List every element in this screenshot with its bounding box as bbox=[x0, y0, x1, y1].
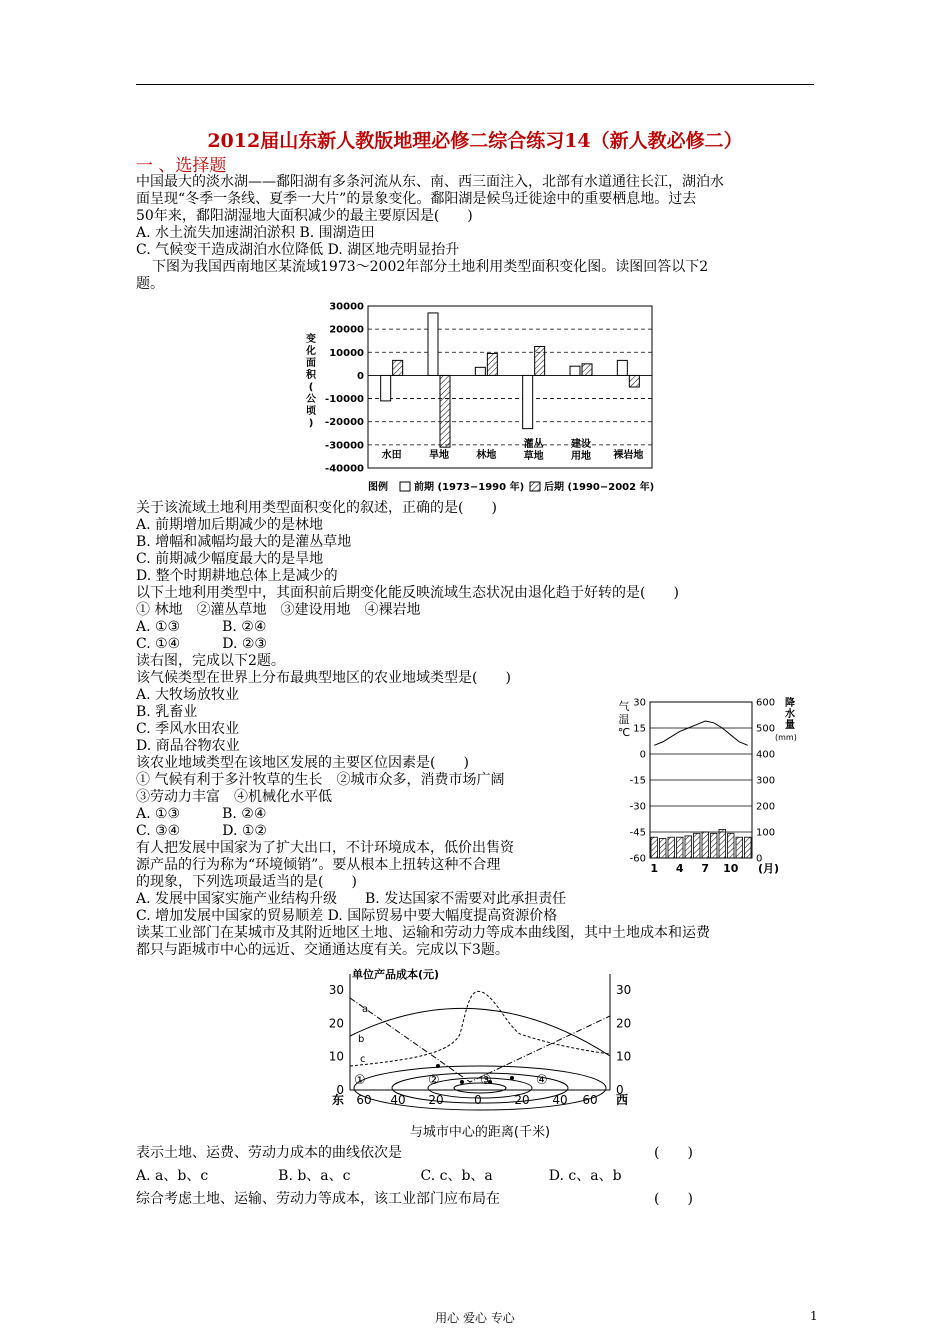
temp-axis-label-char: ℃ bbox=[617, 726, 631, 739]
precip-bar bbox=[660, 839, 667, 859]
precip-bar bbox=[677, 837, 684, 858]
curve-label-b: b bbox=[358, 1034, 365, 1045]
precip-axis-label-char: 降 bbox=[785, 698, 795, 709]
bar-early bbox=[381, 375, 391, 400]
month-tick-label: 7 bbox=[701, 862, 710, 875]
precip-bar bbox=[728, 833, 735, 858]
temp-tick-label: -30 bbox=[629, 801, 646, 813]
x-tick-label: 20 bbox=[428, 1093, 444, 1107]
curve-point bbox=[436, 1064, 440, 1068]
bar-early bbox=[428, 313, 438, 375]
x-left-label: 东 bbox=[331, 1093, 344, 1107]
category-label: 灌丛 bbox=[523, 439, 544, 450]
x-tick-label: 20 bbox=[514, 1093, 530, 1107]
bar-early bbox=[617, 360, 627, 375]
precip-bar bbox=[685, 836, 692, 858]
precip-axis-label-char: 量 bbox=[785, 720, 795, 731]
q2-option: C. ①④ D. ②③ bbox=[136, 636, 267, 652]
y-tick-label-left: 30 bbox=[328, 983, 344, 997]
intro-line: 题。 bbox=[136, 276, 164, 292]
q2-option: B. 增幅和减幅均最大的是灌丛草地 bbox=[136, 534, 352, 550]
q2-line: 关于该流域土地利用类型面积变化的叙述，正确的是( ) bbox=[136, 500, 497, 516]
y-tick-label: 10000 bbox=[329, 347, 364, 359]
bar-late bbox=[487, 353, 497, 375]
y-tick-label: -20000 bbox=[325, 417, 364, 429]
intro-line: 读某工业部门在某城市及其附近地区土地、运输和劳动力等成本曲线图，其中土地成本和运费 bbox=[136, 925, 710, 941]
plot-frame bbox=[368, 306, 652, 468]
y-tick-label: 0 bbox=[357, 370, 364, 382]
q2-option: A. 前期增加后期减少的是林地 bbox=[136, 517, 324, 533]
q1-line: 面呈现“冬季一条线、夏季一大片”的景象变化。鄱阳湖是候鸟迁徙途中的重要栖息地。过去 bbox=[136, 191, 697, 207]
q2-line: 以下土地利用类型中，其面积前后期变化能反映流域生态状况由退化趋于好转的是( ) bbox=[136, 585, 679, 601]
location-label: ② bbox=[428, 1073, 440, 1088]
y-axis-label-char: 化 bbox=[306, 346, 316, 357]
curve-b bbox=[350, 1008, 610, 1056]
bar-early bbox=[523, 375, 533, 428]
y-tick-label-left: 10 bbox=[328, 1049, 344, 1064]
y-axis-label-char: ( bbox=[308, 382, 314, 393]
q3-option: C. 增加发展中国家的贸易顺差 D. 国际贸易中要大幅度提高资源价格 bbox=[136, 908, 558, 924]
legend-swatch-early bbox=[400, 482, 410, 491]
q3-line: 该农业地域类型在该地区发展的主要区位因素是( ) bbox=[136, 755, 469, 771]
page-number: 1 bbox=[810, 1309, 818, 1323]
precip-bar bbox=[702, 832, 709, 858]
curve-point bbox=[510, 1076, 514, 1080]
temp-tick-label: 15 bbox=[633, 723, 646, 735]
month-tick-label: 10 bbox=[723, 862, 739, 875]
q3-option: C. 季风水田农业 bbox=[136, 721, 240, 737]
x-tick-label: 60 bbox=[356, 1093, 372, 1107]
precip-axis-label-char: 水 bbox=[785, 709, 795, 720]
precip-bar bbox=[668, 837, 675, 858]
q1-option: C. 气候变干造成湖泊水位降低 D. 湖区地壳明显抬升 bbox=[136, 242, 460, 258]
x-axis-unit: (月) bbox=[758, 862, 780, 875]
y-axis-label-char: 变 bbox=[306, 334, 316, 345]
cost-curve-chart bbox=[310, 964, 650, 1144]
temp-tick-label: -15 bbox=[629, 775, 646, 787]
precip-bar bbox=[736, 837, 743, 858]
precip-tick-label: 0 bbox=[756, 853, 763, 865]
page-title: 2012届山东新人教版地理必修二综合练习14（新人教必修二） bbox=[207, 130, 743, 152]
q2-option: C. 前期减少幅度最大的是旱地 bbox=[136, 551, 324, 567]
temperature-line bbox=[654, 721, 748, 745]
q2-line: ① 林地 ②灌丛草地 ③建设用地 ④裸岩地 bbox=[136, 602, 421, 618]
y-axis-label-char: 面 bbox=[306, 358, 316, 369]
temp-tick-label: 0 bbox=[639, 749, 646, 761]
precip-tick-label: 100 bbox=[756, 827, 776, 839]
precip-bar bbox=[711, 833, 718, 858]
x-tick-label: 60 bbox=[582, 1093, 598, 1107]
precip-tick-label: 500 bbox=[756, 723, 776, 735]
precip-unit: (mm) bbox=[775, 733, 797, 742]
q3-option: C. ③④ D. ①② bbox=[136, 823, 267, 839]
y-tick-label-left: 0 bbox=[336, 1083, 344, 1097]
q3-option: A. ①③ B. ②④ bbox=[136, 806, 267, 822]
q3-option: A. 发展中国家实施产业结构升级 B. 发达国家不需要对此承担责任 bbox=[136, 891, 567, 907]
month-tick-label: 4 bbox=[675, 862, 684, 875]
q3-line: 的现象，下列选项最适当的是( ) bbox=[136, 874, 357, 890]
y-tick-label-right: 10 bbox=[616, 1049, 632, 1064]
x-tick-label: 40 bbox=[390, 1093, 406, 1107]
y-tick-label-right: 20 bbox=[616, 1016, 632, 1031]
precip-bar bbox=[651, 837, 658, 858]
precip-tick-label: 200 bbox=[756, 801, 776, 813]
y-tick-label: 20000 bbox=[329, 324, 364, 336]
q2-option: D. 整个时期耕地总体上是减少的 bbox=[136, 568, 338, 584]
curve-label-c: c bbox=[360, 1054, 366, 1065]
y-tick-label: -40000 bbox=[325, 463, 364, 475]
q4-option: A. a、b、c B. b、a、c C. c、b、a D. c、a、b bbox=[136, 1168, 622, 1184]
q3-option: B. 乳畜业 bbox=[136, 704, 198, 720]
q4-line: 综合考虑土地、运输、劳动力等成本，该工业部门应布局在 ( ) bbox=[136, 1191, 693, 1207]
q3-option: D. 商品谷物农业 bbox=[136, 738, 240, 754]
category-label: 草地 bbox=[523, 451, 544, 462]
temp-axis-label-char: 温 bbox=[618, 713, 630, 726]
y-tick-label-right: 0 bbox=[616, 1083, 624, 1097]
x-axis-label: 与城市中心的距离(千米) bbox=[409, 1125, 551, 1140]
curve-point bbox=[460, 1080, 464, 1084]
q2-option: A. ①③ B. ②④ bbox=[136, 619, 267, 635]
y-tick-label: 30000 bbox=[329, 301, 364, 313]
curve-a bbox=[350, 998, 610, 1082]
legend-title: 图例 bbox=[368, 482, 388, 493]
precip-tick-label: 300 bbox=[756, 775, 776, 787]
section-heading: 一 、选择题 bbox=[136, 156, 227, 176]
q3-line: 源产品的行为称为“环境倾销”。要从根本上扭转这种不合理 bbox=[136, 857, 501, 873]
precip-bar bbox=[694, 833, 701, 858]
legend-swatch-late bbox=[530, 482, 540, 491]
location-label: ① bbox=[354, 1073, 366, 1088]
temp-axis-label-char: 气 bbox=[618, 700, 630, 713]
precip-bar bbox=[745, 837, 752, 858]
legend-label-late: 后期 (1990−2002 年) bbox=[544, 482, 655, 493]
y-tick-label: -30000 bbox=[325, 440, 364, 452]
category-label: 裸岩地 bbox=[613, 450, 644, 461]
q3-line: ③劳动力丰富 ④机械化水平低 bbox=[136, 789, 332, 805]
temp-tick-label: -45 bbox=[629, 827, 646, 839]
y-axis-label: 单位产品成本(元) bbox=[352, 968, 440, 981]
y-tick-label-left: 20 bbox=[328, 1016, 344, 1031]
q1-option: A. 水土流失加速湖泊淤积 B. 围湖造田 bbox=[136, 225, 375, 241]
q3-line: 该气候类型在世界上分布最典型地区的农业地域类型是( ) bbox=[136, 670, 511, 686]
curve-c bbox=[350, 991, 610, 1066]
legend-label-early: 前期 (1973−1990 年) bbox=[414, 482, 525, 493]
bar-early bbox=[475, 367, 485, 375]
header-rule bbox=[136, 84, 814, 85]
y-axis-label-char: ) bbox=[308, 418, 314, 429]
category-label: 旱地 bbox=[429, 450, 449, 461]
land-use-bar-chart bbox=[300, 298, 660, 496]
temp-tick-label: -60 bbox=[629, 853, 646, 865]
y-axis-label-char: 公 bbox=[306, 394, 316, 405]
month-tick-label: 1 bbox=[650, 862, 659, 875]
precip-tick-label: 400 bbox=[756, 749, 776, 761]
category-label: 水田 bbox=[381, 450, 402, 461]
y-tick-label-right: 30 bbox=[616, 983, 632, 997]
bar-late bbox=[393, 360, 403, 375]
climate-chart bbox=[612, 692, 812, 880]
q3-line: ① 气候有利于多汁牧草的生长 ②城市众多，消费市场广阔 bbox=[136, 772, 505, 788]
q3-option: A. 大牧场放牧业 bbox=[136, 687, 240, 703]
temp-tick-label: 30 bbox=[633, 697, 646, 709]
location-label: ③ bbox=[480, 1073, 492, 1088]
x-tick-label: 40 bbox=[552, 1093, 568, 1107]
y-axis-label-char: 积 bbox=[306, 370, 316, 381]
x-tick-label: 0 bbox=[474, 1093, 482, 1107]
y-axis-label-char: 顷 bbox=[306, 406, 316, 417]
category-label: 林地 bbox=[476, 450, 497, 461]
y-axis-label bbox=[305, 332, 317, 429]
bar-late bbox=[629, 375, 639, 387]
bar-early bbox=[570, 366, 580, 375]
curve-label-a: a bbox=[362, 1004, 369, 1015]
q2-line: 读右图，完成以下2题。 bbox=[136, 653, 285, 669]
category-label: 用地 bbox=[571, 451, 591, 462]
intro-line: 下图为我国西南地区某流域1973～2002年部分土地利用类型面积变化图。读图回答以下2 bbox=[152, 259, 709, 275]
location-label: ④ bbox=[536, 1073, 548, 1088]
q1-line: 中国最大的淡水湖——鄱阳湖有多条河流从东、南、西三面注入，北部有水道通往长江，湖泊水 bbox=[136, 174, 724, 190]
q1-line: 50年来，鄱阳湖湿地大面积减少的最主要原因是( ) bbox=[136, 208, 473, 224]
precip-tick-label: 600 bbox=[756, 697, 776, 709]
y-tick-label: -10000 bbox=[325, 394, 364, 406]
category-label: 建设 bbox=[571, 439, 591, 450]
bar-late bbox=[440, 375, 450, 447]
bar-late bbox=[535, 347, 545, 376]
q3-line: 有人把发展中国家为了扩大出口，不计环境成本，低价出售资 bbox=[136, 840, 514, 856]
precip-bar bbox=[719, 829, 726, 858]
q4-line: 表示土地、运费、劳动力成本的曲线依次是 ( ) bbox=[136, 1145, 693, 1161]
intro-line: 都只与距城市中心的远近、交通通达度有关。完成以下3题。 bbox=[136, 942, 509, 958]
x-right-label: 西 bbox=[616, 1093, 629, 1107]
bar-late bbox=[582, 364, 592, 376]
footer: 用心 爱心 专心 bbox=[435, 1311, 515, 1325]
